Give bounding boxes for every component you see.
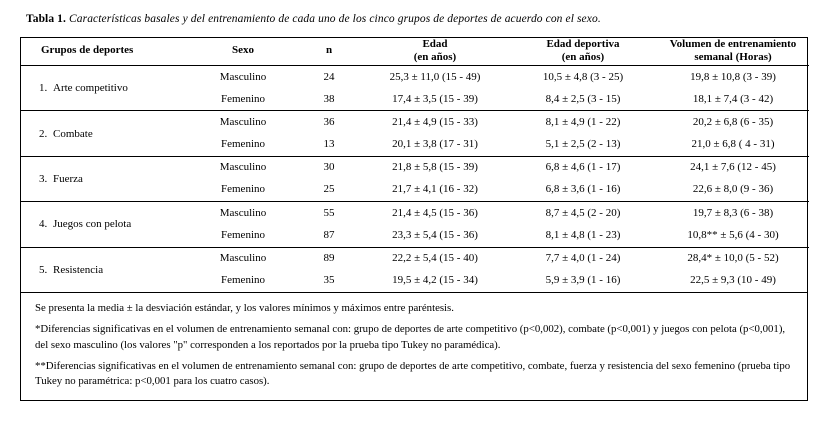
data-table-container bbox=[20, 37, 808, 401]
volumen-masculino-2: 20,2 ± 6,8 (6 - 35) bbox=[692, 115, 774, 128]
n-femenino-1: 38 bbox=[323, 92, 335, 105]
column-header-n bbox=[297, 38, 361, 66]
edad-deportiva-masculino-4: 8,7 ± 4,5 (2 - 20) bbox=[545, 206, 621, 219]
n-femenino-5: 35 bbox=[323, 274, 335, 287]
edad-femenino-1: 17,4 ± 3,5 (15 - 39) bbox=[392, 92, 478, 105]
table-row bbox=[21, 202, 809, 247]
column-header-edad-deportiva bbox=[509, 38, 657, 66]
table-row bbox=[21, 247, 809, 292]
edad-cell-4 bbox=[361, 202, 509, 247]
group-label-2: Combate bbox=[53, 127, 93, 140]
group-index-5: 5. bbox=[39, 263, 48, 276]
edad-femenino-3: 21,7 ± 4,1 (16 - 32) bbox=[392, 183, 478, 196]
column-header-grupos bbox=[21, 38, 189, 66]
sexo-cell-4 bbox=[189, 202, 297, 247]
sexo-masculino-3: Masculino bbox=[219, 161, 267, 174]
group-name-cell bbox=[21, 111, 189, 156]
edad-deportiva-femenino-5: 5,9 ± 3,9 (1 - 16) bbox=[545, 274, 621, 287]
edad-cell-2 bbox=[361, 111, 509, 156]
edad-masculino-5: 22,2 ± 5,4 (15 - 40) bbox=[392, 252, 478, 265]
n-masculino-2: 36 bbox=[323, 115, 335, 128]
group-label-5: Resistencia bbox=[53, 263, 104, 276]
column-header-edad-deportiva-unit: (en años) bbox=[561, 51, 605, 64]
volumen-femenino-5: 22,5 ± 9,3 (10 - 49) bbox=[690, 274, 776, 287]
sexo-femenino-5: Femenino bbox=[221, 274, 265, 287]
edad-deportiva-femenino-2: 5,1 ± 2,5 (2 - 13) bbox=[545, 138, 621, 151]
n-masculino-4: 55 bbox=[323, 206, 335, 219]
column-header-edad bbox=[361, 38, 509, 66]
volumen-masculino-4: 19,7 ± 8,3 (6 - 38) bbox=[692, 206, 774, 219]
sexo-masculino-4: Masculino bbox=[219, 206, 267, 219]
sexo-femenino-4: Femenino bbox=[221, 228, 265, 241]
sexo-cell-1 bbox=[189, 66, 297, 111]
footnote-general: Se presenta la media ± la desviación estándar, y los valores mínimos y máximos entre paréntesis. bbox=[35, 301, 454, 314]
table-caption-text: Características basales y del entrenamiento de cada uno de los cinco grupos de deportes de acuerdo con el sexo. bbox=[69, 13, 601, 25]
footnote-double-asterisk: **Diferencias significativas en el volumen de entrenamiento semanal con: grupo de deportes de arte competitivo, combate, fuerza y resistencia del sexo femenino (prueba tipo Tukey no paramétrica: p<0,001 para los cuatro casos). bbox=[35, 359, 791, 388]
edad-deportiva-masculino-2: 8,1 ± 4,9 (1 - 22) bbox=[545, 115, 621, 128]
data-table bbox=[21, 38, 809, 292]
group-label-4: Juegos con pelota bbox=[53, 218, 132, 231]
edad-deportiva-masculino-5: 7,7 ± 4,0 (1 - 24) bbox=[545, 252, 621, 265]
edad-cell-5 bbox=[361, 247, 509, 292]
column-header-sexo-label: Sexo bbox=[232, 44, 254, 57]
group-index-3: 3. bbox=[39, 172, 48, 185]
edad-deportiva-masculino-1: 10,5 ± 4,8 (3 - 25) bbox=[542, 70, 624, 83]
volumen-cell-1 bbox=[657, 66, 809, 111]
n-masculino-5: 89 bbox=[323, 252, 335, 265]
footnote-single-asterisk: *Diferencias significativas en el volumen de entrenamiento semanal con: grupo de deportes de arte competitivo (p<0,002), combate (p<0,001) y juegos con pelota (p<0,001), del sexo masculino (los valores "p" corresponden a los reportados por la prueba tipo Tukey no paramédica). bbox=[35, 323, 786, 351]
sexo-cell-2 bbox=[189, 111, 297, 156]
sexo-masculino-5: Masculino bbox=[219, 252, 267, 265]
edad-masculino-4: 21,4 ± 4,5 (15 - 36) bbox=[392, 206, 478, 219]
group-name-cell bbox=[21, 202, 189, 247]
table-header-row bbox=[21, 38, 809, 66]
sexo-femenino-1: Femenino bbox=[221, 92, 265, 105]
table-row bbox=[21, 111, 809, 156]
edad-cell-3 bbox=[361, 156, 509, 201]
sexo-masculino-1: Masculino bbox=[219, 70, 267, 83]
sexo-masculino-2: Masculino bbox=[219, 115, 267, 128]
table-header bbox=[21, 38, 809, 66]
edad-deportiva-cell-3 bbox=[509, 156, 657, 201]
sexo-cell-5 bbox=[189, 247, 297, 292]
edad-deportiva-cell-2 bbox=[509, 111, 657, 156]
column-header-edad-label: Edad bbox=[422, 37, 448, 50]
volumen-masculino-1: 19,8 ± 10,8 (3 - 39) bbox=[690, 70, 776, 83]
sexo-cell-3 bbox=[189, 156, 297, 201]
column-header-edad-unit: (en años) bbox=[413, 51, 457, 64]
group-name-5 bbox=[21, 255, 189, 285]
n-cell-3 bbox=[297, 156, 361, 201]
sexo-femenino-3: Femenino bbox=[221, 183, 265, 196]
n-cell-1 bbox=[297, 66, 361, 111]
edad-deportiva-masculino-3: 6,8 ± 4,6 (1 - 17) bbox=[545, 161, 621, 174]
group-name-3 bbox=[21, 164, 189, 194]
table-caption-label: Tabla 1. bbox=[26, 13, 67, 25]
column-header-grupos-label: Grupos de deportes bbox=[41, 44, 134, 57]
edad-deportiva-cell-5 bbox=[509, 247, 657, 292]
edad-deportiva-cell-1 bbox=[509, 66, 657, 111]
edad-masculino-1: 25,3 ± 11,0 (15 - 49) bbox=[389, 70, 481, 83]
volumen-femenino-1: 18,1 ± 7,4 (3 - 42) bbox=[692, 92, 774, 105]
n-femenino-4: 87 bbox=[323, 228, 335, 241]
column-header-edad-deportiva-label: Edad deportiva bbox=[546, 37, 620, 50]
volumen-cell-3 bbox=[657, 156, 809, 201]
edad-deportiva-femenino-3: 6,8 ± 3,6 (1 - 16) bbox=[545, 183, 621, 196]
edad-femenino-5: 19,5 ± 4,2 (15 - 34) bbox=[392, 274, 478, 287]
n-femenino-3: 25 bbox=[323, 183, 335, 196]
volumen-cell-2 bbox=[657, 111, 809, 156]
volumen-cell-5 bbox=[657, 247, 809, 292]
edad-cell-1 bbox=[361, 66, 509, 111]
column-header-sexo bbox=[189, 38, 297, 66]
n-masculino-3: 30 bbox=[323, 161, 335, 174]
group-name-cell bbox=[21, 66, 189, 111]
sexo-femenino-2: Femenino bbox=[221, 138, 265, 151]
column-header-volumen-unit: semanal (Horas) bbox=[694, 51, 772, 64]
table-row bbox=[21, 66, 809, 111]
volumen-masculino-5: 28,4* ± 10,0 (5 - 52) bbox=[687, 252, 779, 265]
volumen-femenino-4: 10,8** ± 5,6 (4 - 30) bbox=[687, 228, 779, 241]
group-index-2: 2. bbox=[39, 127, 48, 140]
column-header-volumen-label: Volumen de entrenamiento bbox=[669, 37, 797, 50]
n-masculino-1: 24 bbox=[323, 70, 335, 83]
edad-femenino-2: 20,1 ± 3,8 (17 - 31) bbox=[392, 138, 478, 151]
group-name-2 bbox=[21, 119, 189, 149]
n-cell-5 bbox=[297, 247, 361, 292]
table-row bbox=[21, 156, 809, 201]
column-header-volumen bbox=[657, 38, 809, 66]
column-header-n-label: n bbox=[325, 44, 333, 57]
group-label-3: Fuerza bbox=[53, 172, 83, 185]
edad-femenino-4: 23,3 ± 5,4 (15 - 36) bbox=[392, 228, 478, 241]
n-cell-4 bbox=[297, 202, 361, 247]
group-name-cell bbox=[21, 247, 189, 292]
group-index-1: 1. bbox=[39, 82, 48, 95]
volumen-cell-4 bbox=[657, 202, 809, 247]
volumen-femenino-3: 22,6 ± 8,0 (9 - 36) bbox=[692, 183, 774, 196]
group-label-1: Arte competitivo bbox=[53, 82, 128, 95]
table-caption bbox=[26, 12, 808, 28]
group-name-cell bbox=[21, 156, 189, 201]
volumen-femenino-2: 21,0 ± 6,8 ( 4 - 31) bbox=[691, 138, 775, 151]
edad-deportiva-cell-4 bbox=[509, 202, 657, 247]
group-index-4: 4. bbox=[39, 218, 48, 231]
edad-masculino-3: 21,8 ± 5,8 (15 - 39) bbox=[392, 161, 478, 174]
volumen-masculino-3: 24,1 ± 7,6 (12 - 45) bbox=[690, 161, 776, 174]
edad-deportiva-femenino-4: 8,1 ± 4,8 (1 - 23) bbox=[545, 228, 621, 241]
table-body bbox=[21, 66, 809, 292]
group-name-4 bbox=[21, 209, 189, 239]
edad-deportiva-femenino-1: 8,4 ± 2,5 (3 - 15) bbox=[545, 92, 621, 105]
n-femenino-2: 13 bbox=[323, 138, 335, 151]
n-cell-2 bbox=[297, 111, 361, 156]
table-footnotes bbox=[21, 292, 807, 400]
group-name-1 bbox=[21, 73, 189, 103]
edad-masculino-2: 21,4 ± 4,9 (15 - 33) bbox=[392, 115, 478, 128]
